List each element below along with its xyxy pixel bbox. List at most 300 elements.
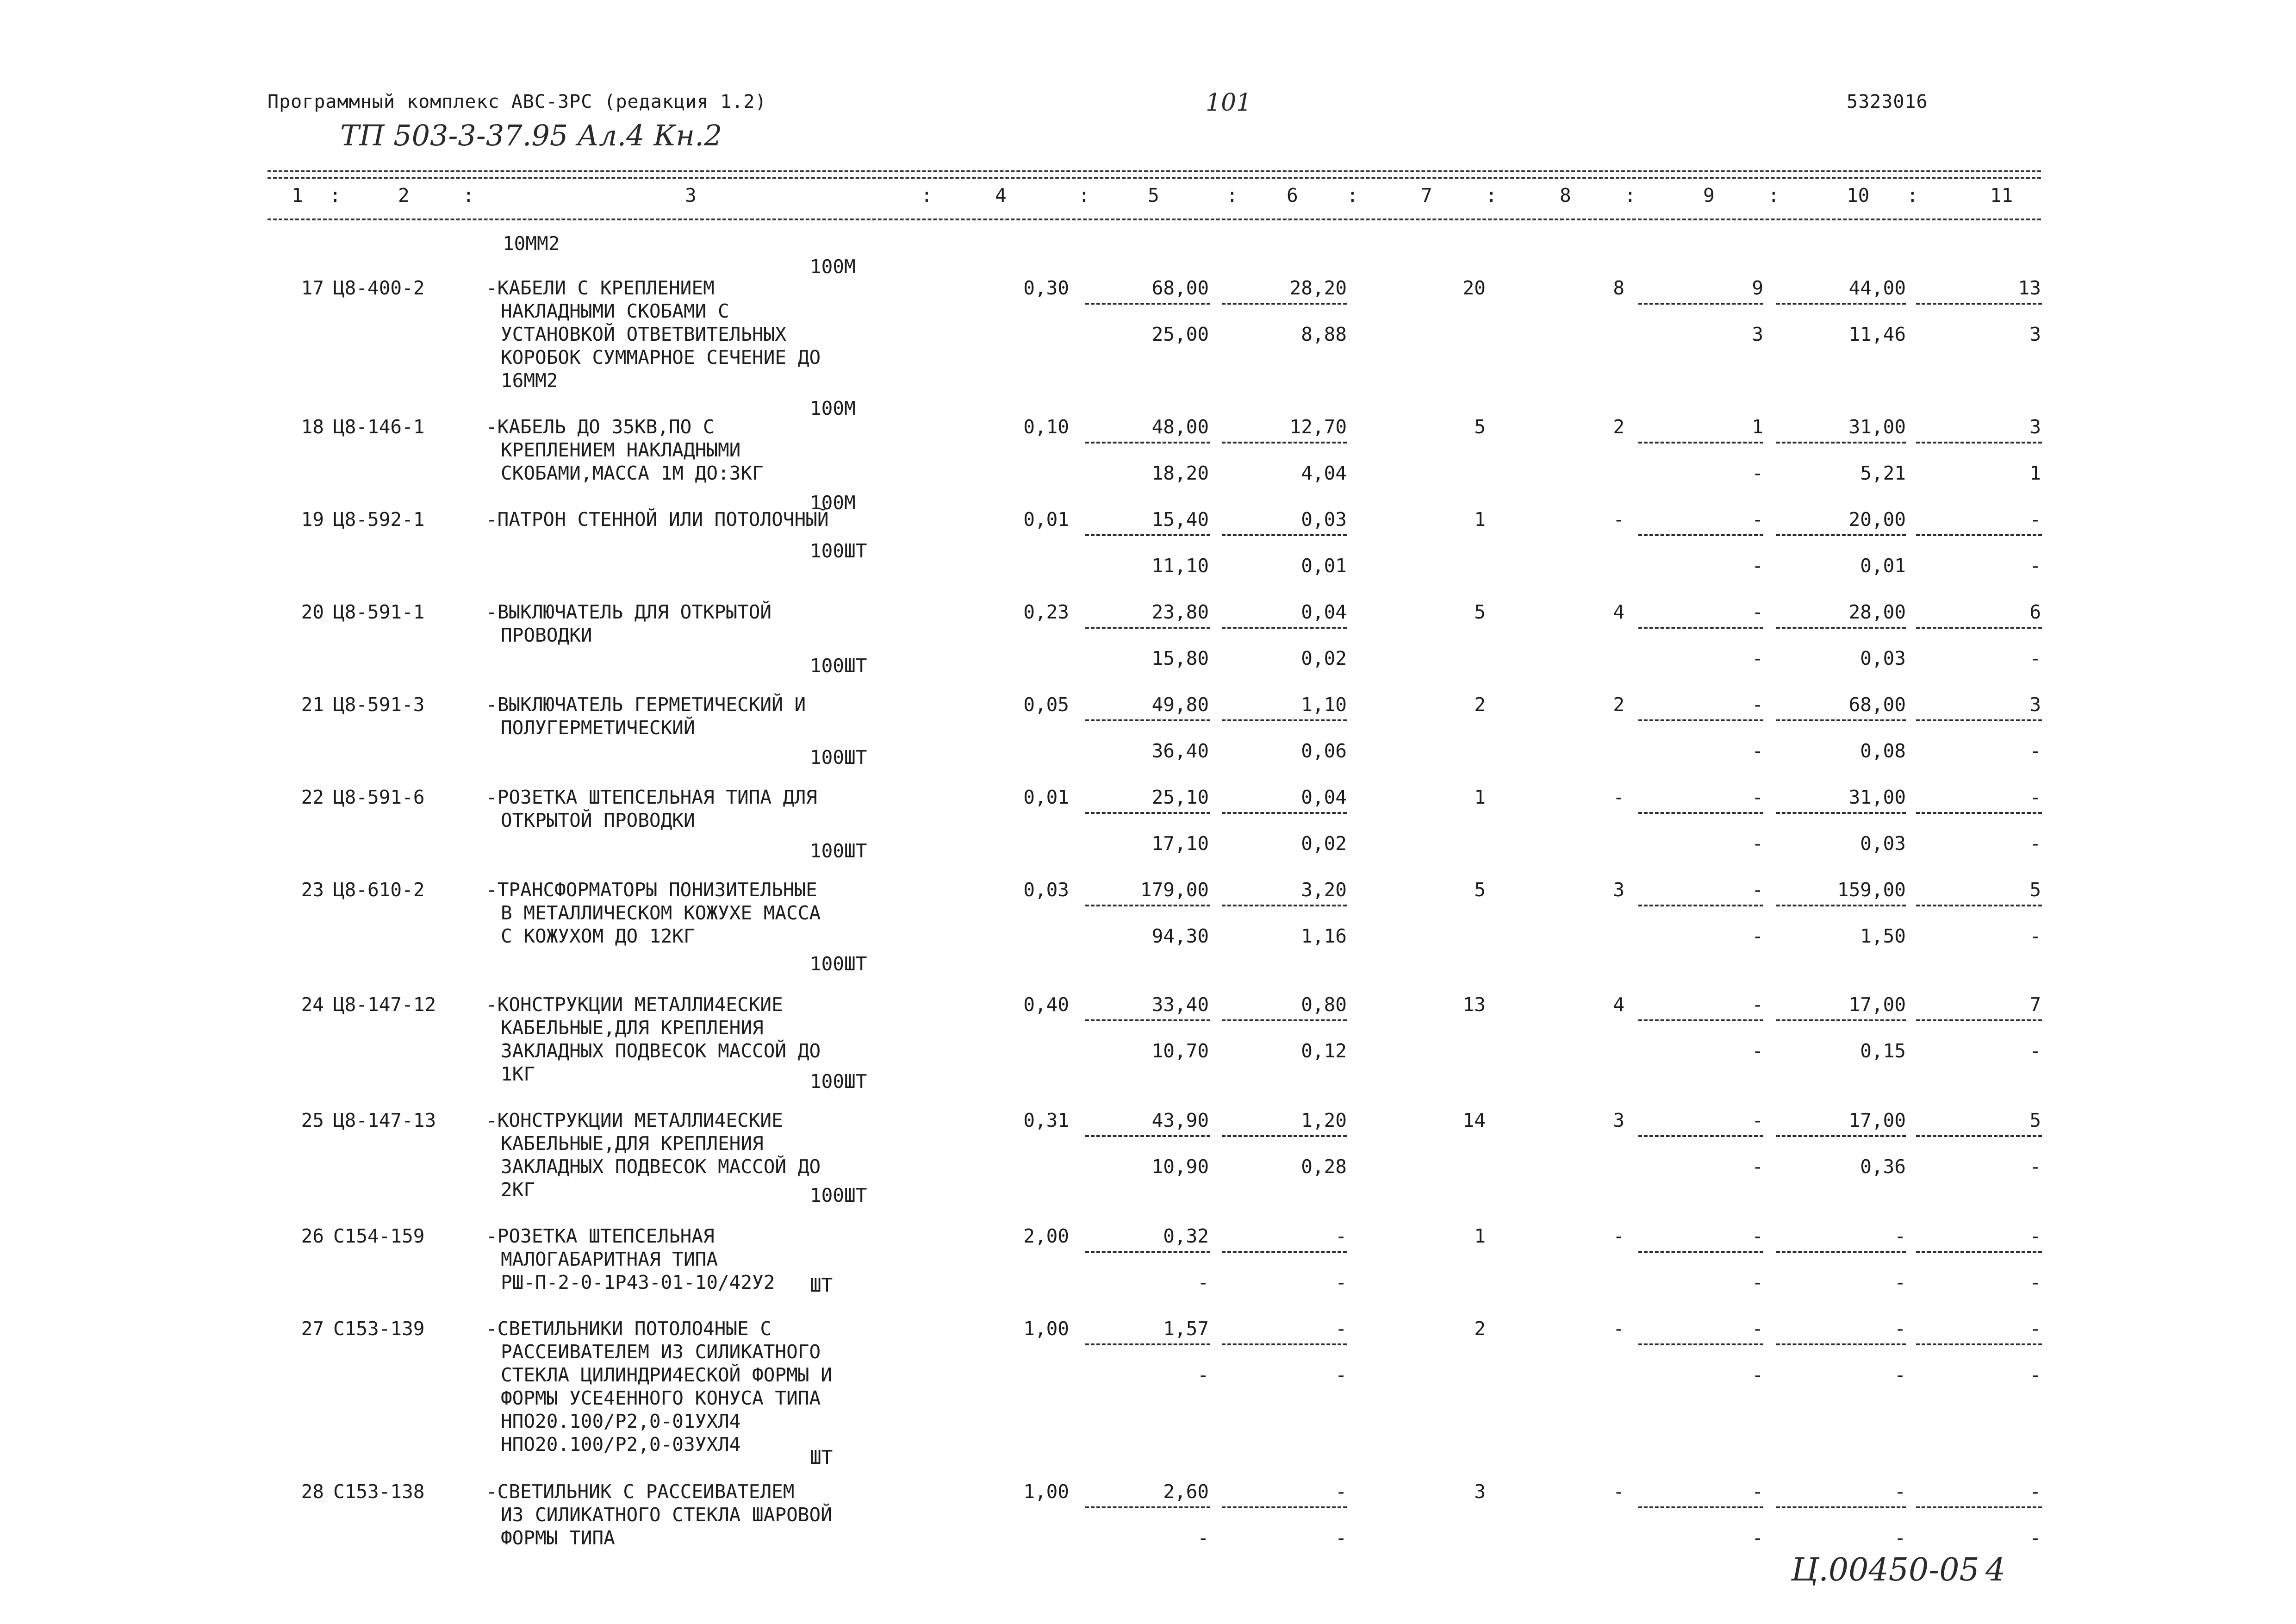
col-9-lower: - <box>1752 1040 1763 1062</box>
unit-cost: 25,10 <box>1151 786 1209 808</box>
col-11-value: 6 <box>2029 601 2041 623</box>
value-divider <box>1222 1135 1347 1137</box>
quantity: 0,30 <box>1023 277 1069 299</box>
header-rule-top-2 <box>268 177 2041 179</box>
column-separator: : <box>463 184 474 206</box>
col-10-lower: 5,21 <box>1860 462 1906 484</box>
col-7-value: 1 <box>1474 786 1486 808</box>
unit-of-measure: 100ШТ <box>810 1070 867 1093</box>
handwritten-footer-code: Ц.00450-05 <box>1791 1552 1979 1588</box>
work-description-line: -СВЕТИЛЬНИК С РАССЕИВАТЕЛЕМ <box>486 1480 795 1503</box>
value-divider <box>1776 1251 1906 1253</box>
col-8-value: 8 <box>1613 277 1624 299</box>
unit-cost: 179,00 <box>1140 879 1209 901</box>
col-9-value: - <box>1752 993 1763 1016</box>
col-7-value: 5 <box>1474 879 1486 901</box>
unit-of-measure: 100ШТ <box>810 840 867 862</box>
column-separator: : <box>921 184 933 206</box>
value-divider <box>1776 303 1906 305</box>
quantity: 0,40 <box>1023 993 1069 1016</box>
unit-machine-cost-lower: 0,02 <box>1301 832 1347 855</box>
col-10-value: - <box>1894 1225 1906 1247</box>
value-divider <box>1222 905 1347 906</box>
unit-of-measure: 100ШТ <box>810 655 867 677</box>
unit-cost: 68,00 <box>1151 277 1209 299</box>
col-8-value: 4 <box>1613 601 1624 623</box>
col-11-lower: 3 <box>2029 323 2041 345</box>
unit-cost-lower: 25,00 <box>1151 323 1209 345</box>
document-code: 5323016 <box>1847 91 1928 112</box>
carryover-unit: 100М <box>810 256 856 278</box>
col-9-value: - <box>1752 879 1763 901</box>
work-description-line: В МЕТАЛЛИЧЕСКОМ КОЖУХЕ МАССА <box>501 902 821 924</box>
col-7-value: 14 <box>1462 1109 1486 1131</box>
col-11-value: 5 <box>2029 879 2041 901</box>
quantity: 0,10 <box>1023 416 1069 438</box>
unit-machine-cost-lower: 1,16 <box>1301 925 1347 947</box>
col-9-value: - <box>1752 786 1763 808</box>
col-11-lower: - <box>2029 647 2041 669</box>
unit-machine-cost: - <box>1335 1225 1347 1247</box>
rate-code: С153-138 <box>333 1480 425 1503</box>
unit-machine-cost-lower: 0,01 <box>1301 555 1347 577</box>
unit-machine-cost-lower: 0,06 <box>1301 740 1347 762</box>
value-divider <box>1638 905 1763 906</box>
value-divider <box>1638 1506 1763 1508</box>
unit-cost-lower: 15,80 <box>1151 647 1209 669</box>
col-10-value: 31,00 <box>1848 416 1906 438</box>
work-description-line: НАКЛАДНЫМИ СКОБАМИ С <box>501 300 729 322</box>
col-11-value: - <box>2029 1225 2041 1247</box>
column-separator: : <box>330 184 341 206</box>
work-description-line: ФОРМЫ ТИПА <box>501 1527 615 1549</box>
value-divider <box>1916 1506 2042 1508</box>
work-description-line: -КАБЕЛИ С КРЕПЛЕНИЕМ <box>486 277 715 299</box>
unit-machine-cost: 0,80 <box>1301 993 1347 1016</box>
work-description-line: СТЕКЛА ЦИЛИНДРИ4ЕСКОЙ ФОРМЫ И <box>501 1364 832 1386</box>
column-separator: : <box>1347 184 1358 206</box>
unit-machine-cost: 12,70 <box>1289 416 1347 438</box>
col-10-value: 17,00 <box>1848 993 1906 1016</box>
unit-of-measure: 100ШТ <box>810 1184 867 1206</box>
col-9-lower: - <box>1752 647 1763 669</box>
column-separator: : <box>1907 184 1918 206</box>
unit-cost-lower: - <box>1197 1364 1209 1386</box>
col-10-value: 44,00 <box>1848 277 1906 299</box>
column-separator: : <box>1768 184 1780 206</box>
col-9-lower: - <box>1752 925 1763 947</box>
col-10-lower: 0,08 <box>1860 740 1906 762</box>
col-11-lower: - <box>2029 740 2041 762</box>
unit-cost: 0,32 <box>1163 1225 1209 1247</box>
col-7-value: 1 <box>1474 508 1486 531</box>
unit-machine-cost-lower: 0,02 <box>1301 647 1347 669</box>
col-8-value: - <box>1613 786 1624 808</box>
unit-cost: 43,90 <box>1151 1109 1209 1131</box>
value-divider <box>1222 1019 1347 1021</box>
value-divider <box>1085 1135 1210 1137</box>
unit-machine-cost-lower: - <box>1335 1527 1347 1549</box>
col-8-value: - <box>1613 1225 1624 1247</box>
work-description-line: 2КГ <box>501 1179 535 1201</box>
work-description-line: НПО20.100/Р2,0-01УХЛ4 <box>501 1410 741 1432</box>
value-divider <box>1085 1251 1210 1253</box>
quantity: 0,03 <box>1023 879 1069 901</box>
col-7-value: 13 <box>1462 993 1486 1016</box>
col-7-value: 2 <box>1474 693 1486 716</box>
value-divider <box>1776 1019 1906 1021</box>
col-11-value: 5 <box>2029 1109 2041 1131</box>
col-11-lower: - <box>2029 1527 2041 1549</box>
col-10-lower: - <box>1894 1364 1906 1386</box>
rate-code: Ц8-610-2 <box>333 879 425 901</box>
column-number-5: 5 <box>1148 184 1159 206</box>
col-11-value: 3 <box>2029 416 2041 438</box>
unit-machine-cost: 0,04 <box>1301 601 1347 623</box>
col-8-value: 4 <box>1613 993 1624 1016</box>
rate-code: Ц8-147-13 <box>333 1109 436 1131</box>
quantity: 2,00 <box>1023 1225 1069 1247</box>
rate-code: Ц8-592-1 <box>333 508 425 531</box>
col-8-value: - <box>1613 1318 1624 1340</box>
value-divider <box>1916 534 2042 536</box>
handwritten-reference: ТП 503-3-37.95 Ал.4 Кн.2 <box>340 119 722 152</box>
col-9-value: 9 <box>1752 277 1763 299</box>
unit-machine-cost-lower: 0,28 <box>1301 1156 1347 1178</box>
column-separator: : <box>1078 184 1090 206</box>
col-11-value: - <box>2029 1318 2041 1340</box>
column-number-10: 10 <box>1847 184 1870 206</box>
unit-cost: 33,40 <box>1151 993 1209 1016</box>
header-rule-top <box>268 170 2041 172</box>
work-description-line: 1КГ <box>501 1063 535 1085</box>
value-divider <box>1222 1251 1347 1253</box>
value-divider <box>1638 534 1763 536</box>
unit-cost-lower: 18,20 <box>1151 462 1209 484</box>
value-divider <box>1776 534 1906 536</box>
col-11-lower: - <box>2029 1364 2041 1386</box>
value-divider <box>1638 719 1763 721</box>
unit-machine-cost-lower: - <box>1335 1271 1347 1293</box>
column-number-1: 1 <box>292 184 303 206</box>
value-divider <box>1085 1019 1210 1021</box>
col-10-lower: - <box>1894 1271 1906 1293</box>
quantity: 0,23 <box>1023 601 1069 623</box>
col-9-lower: - <box>1752 555 1763 577</box>
carryover-line: 10ММ2 <box>503 232 560 255</box>
work-description-line: КАБЕЛЬНЫЕ,ДЛЯ КРЕПЛЕНИЯ <box>501 1132 764 1155</box>
row-number: 21 <box>301 693 324 716</box>
unit-cost-lower: - <box>1197 1271 1209 1293</box>
col-8-value: - <box>1613 1480 1624 1503</box>
unit-machine-cost: - <box>1335 1318 1347 1340</box>
col-8-value: 2 <box>1613 693 1624 716</box>
unit-cost: 15,40 <box>1151 508 1209 531</box>
value-divider <box>1776 1343 1906 1345</box>
col-9-lower: - <box>1752 462 1763 484</box>
work-description-line: НПО20.100/Р2,0-03УХЛ4 <box>501 1433 741 1455</box>
unit-machine-cost: 28,20 <box>1289 277 1347 299</box>
value-divider <box>1638 1019 1763 1021</box>
work-description-line: С КОЖУХОМ ДО 12КГ <box>501 925 695 947</box>
work-description-line: -КОНСТРУКЦИИ МЕТАЛЛИ4ЕСКИЕ <box>486 1109 783 1131</box>
value-divider <box>1776 905 1906 906</box>
work-description-line: ЗАКЛАДНЫХ ПОДВЕСОК МАССОЙ ДО <box>501 1156 821 1178</box>
unit-cost: 23,80 <box>1151 601 1209 623</box>
work-description-line: МАЛОГАБАРИТНАЯ ТИПА <box>501 1248 718 1270</box>
col-11-value: 7 <box>2029 993 2041 1016</box>
column-number-8: 8 <box>1560 184 1571 206</box>
value-divider <box>1085 1343 1210 1345</box>
col-10-lower: 11,46 <box>1848 323 1906 345</box>
value-divider <box>1916 812 2042 814</box>
work-description-line: -РОЗЕТКА ШТЕПСЕЛЬНАЯ <box>486 1225 715 1247</box>
value-divider <box>1085 905 1210 906</box>
rate-code: Ц8-400-2 <box>333 277 425 299</box>
value-divider <box>1776 812 1906 814</box>
col-9-lower: 3 <box>1752 323 1763 345</box>
col-11-lower: - <box>2029 1271 2041 1293</box>
unit-cost-lower: 10,70 <box>1151 1040 1209 1062</box>
work-description-line: -ВЫКЛЮЧАТЕЛЬ ГЕРМЕТИЧЕСКИЙ И <box>486 693 806 716</box>
col-9-value: - <box>1752 1480 1763 1503</box>
col-7-value: 1 <box>1474 1225 1486 1247</box>
value-divider <box>1776 442 1906 443</box>
work-description-line: ПРОВОДКИ <box>501 624 592 646</box>
work-description-line: КАБЕЛЬНЫЕ,ДЛЯ КРЕПЛЕНИЯ <box>501 1017 764 1039</box>
col-11-value: - <box>2029 1480 2041 1503</box>
col-10-value: 28,00 <box>1848 601 1906 623</box>
unit-of-measure: 100ШТ <box>810 540 867 562</box>
column-number-2: 2 <box>398 184 410 206</box>
col-8-value: - <box>1613 508 1624 531</box>
row-number: 22 <box>301 786 324 808</box>
work-description-line: КРЕПЛЕНИЕМ НАКЛАДНЫМИ <box>501 439 741 461</box>
unit-cost: 48,00 <box>1151 416 1209 438</box>
unit-of-measure: ШТ <box>810 1274 833 1296</box>
col-9-value: - <box>1752 1225 1763 1247</box>
value-divider <box>1916 627 2042 629</box>
work-description-line: РАССЕИВАТЕЛЕМ ИЗ СИЛИКАТНОГО <box>501 1341 821 1363</box>
unit-cost-lower: 17,10 <box>1151 832 1209 855</box>
col-10-value: 159,00 <box>1837 879 1906 901</box>
quantity: 0,01 <box>1023 508 1069 531</box>
col-11-lower: 1 <box>2029 462 2041 484</box>
value-divider <box>1222 719 1347 721</box>
value-divider <box>1085 719 1210 721</box>
col-8-value: 3 <box>1613 879 1624 901</box>
col-11-value: - <box>2029 786 2041 808</box>
column-number-9: 9 <box>1703 184 1715 206</box>
column-number-6: 6 <box>1287 184 1298 206</box>
unit-cost-lower: 36,40 <box>1151 740 1209 762</box>
col-10-lower: 0,36 <box>1860 1156 1906 1178</box>
rate-code: Ц8-147-12 <box>333 993 436 1016</box>
col-11-value: - <box>2029 508 2041 531</box>
value-divider <box>1916 1019 2042 1021</box>
value-divider <box>1776 1135 1906 1137</box>
col-7-value: 2 <box>1474 1318 1486 1340</box>
work-description-line: СКОБАМИ,МАССА 1М ДО:3КГ <box>501 462 764 484</box>
column-number-7: 7 <box>1421 184 1432 206</box>
col-9-value: - <box>1752 601 1763 623</box>
unit-cost: 49,80 <box>1151 693 1209 716</box>
page-number: 101 <box>1206 89 1252 117</box>
value-divider <box>1638 627 1763 629</box>
column-separator: : <box>1226 184 1238 206</box>
rate-code: Ц8-591-6 <box>333 786 425 808</box>
value-divider <box>1638 1135 1763 1137</box>
column-separator: : <box>1486 184 1497 206</box>
unit-cost-lower: - <box>1197 1527 1209 1549</box>
work-description-line: ПОЛУГЕРМЕТИЧЕСКИЙ <box>501 717 695 739</box>
work-description-line: КОРОБОК СУММАРНОЕ СЕЧЕНИЕ ДО <box>501 346 821 369</box>
quantity: 0,01 <box>1023 786 1069 808</box>
unit-machine-cost: 3,20 <box>1301 879 1347 901</box>
col-8-value: 2 <box>1613 416 1624 438</box>
column-number-11: 11 <box>1990 184 2013 206</box>
col-11-value: 3 <box>2029 693 2041 716</box>
work-description-line: ИЗ СИЛИКАТНОГО СТЕКЛА ШАРОВОЙ <box>501 1504 832 1526</box>
value-divider <box>1638 303 1763 305</box>
value-divider <box>1916 442 2042 443</box>
value-divider <box>1222 303 1347 305</box>
col-11-value: 13 <box>2018 277 2041 299</box>
unit-cost-lower: 10,90 <box>1151 1156 1209 1178</box>
unit-machine-cost: - <box>1335 1480 1347 1503</box>
row-number: 25 <box>301 1109 324 1131</box>
value-divider <box>1638 1251 1763 1253</box>
col-9-lower: - <box>1752 1156 1763 1178</box>
work-description-line: -РОЗЕТКА ШТЕПСЕЛЬНАЯ ТИПА ДЛЯ <box>486 786 817 808</box>
quantity: 0,05 <box>1023 693 1069 716</box>
row-number: 20 <box>301 601 324 623</box>
col-10-lower: 1,50 <box>1860 925 1906 947</box>
col-9-lower: - <box>1752 1271 1763 1293</box>
col-11-lower: - <box>2029 832 2041 855</box>
col-11-lower: - <box>2029 1040 2041 1062</box>
col-9-value: - <box>1752 508 1763 531</box>
col-9-lower: - <box>1752 1527 1763 1549</box>
value-divider <box>1222 1506 1347 1508</box>
col-10-value: 68,00 <box>1848 693 1906 716</box>
work-description-line: ЗАКЛАДНЫХ ПОДВЕСОК МАССОЙ ДО <box>501 1040 821 1062</box>
col-10-value: 20,00 <box>1848 508 1906 531</box>
col-9-value: - <box>1752 1318 1763 1340</box>
unit-cost: 2,60 <box>1163 1480 1209 1503</box>
quantity: 1,00 <box>1023 1318 1069 1340</box>
unit-machine-cost-lower: 4,04 <box>1301 462 1347 484</box>
col-9-lower: - <box>1752 832 1763 855</box>
value-divider <box>1085 442 1210 443</box>
value-divider <box>1638 442 1763 443</box>
row-number: 17 <box>301 277 324 299</box>
col-11-lower: - <box>2029 1156 2041 1178</box>
col-9-lower: - <box>1752 1364 1763 1386</box>
rate-code: С154-159 <box>333 1225 425 1247</box>
rate-code: С153-139 <box>333 1318 425 1340</box>
value-divider <box>1776 719 1906 721</box>
col-7-value: 5 <box>1474 416 1486 438</box>
column-number-4: 4 <box>995 184 1007 206</box>
col-10-lower: - <box>1894 1527 1906 1549</box>
col-9-value: - <box>1752 693 1763 716</box>
col-10-lower: 0,01 <box>1860 555 1906 577</box>
value-divider <box>1638 812 1763 814</box>
row-number: 18 <box>301 416 324 438</box>
value-divider <box>1916 303 2042 305</box>
unit-machine-cost: 0,03 <box>1301 508 1347 531</box>
value-divider <box>1222 442 1347 443</box>
unit-machine-cost: 1,20 <box>1301 1109 1347 1131</box>
unit-machine-cost-lower: 0,12 <box>1301 1040 1347 1062</box>
col-9-value: - <box>1752 1109 1763 1131</box>
value-divider <box>1916 1135 2042 1137</box>
value-divider <box>1222 812 1347 814</box>
work-description-line: РШ-П-2-0-1Р43-01-10/42У2 <box>501 1271 775 1293</box>
col-10-value: - <box>1894 1480 1906 1503</box>
col-11-lower: - <box>2029 555 2041 577</box>
value-divider <box>1222 627 1347 629</box>
value-divider <box>1222 534 1347 536</box>
col-8-value: 3 <box>1613 1109 1624 1131</box>
row-number: 23 <box>301 879 324 901</box>
header-rule-bottom <box>268 219 2041 220</box>
value-divider <box>1638 1343 1763 1345</box>
row-number: 27 <box>301 1318 324 1340</box>
unit-of-measure: 100М <box>810 492 856 514</box>
work-description-line: -КАБЕЛЬ ДО 35КВ,ПО С <box>486 416 715 438</box>
work-description-line: ОТКРЫТОЙ ПРОВОДКИ <box>501 809 695 831</box>
unit-cost-lower: 94,30 <box>1151 925 1209 947</box>
rate-code: Ц8-146-1 <box>333 416 425 438</box>
unit-of-measure: 100ШТ <box>810 953 867 975</box>
row-number: 28 <box>301 1480 324 1503</box>
work-description-line: УСТАНОВКОЙ ОТВЕТВИТЕЛЬНЫХ <box>501 323 787 345</box>
unit-cost-lower: 11,10 <box>1151 555 1209 577</box>
value-divider <box>1222 1343 1347 1345</box>
work-description-line: -ВЫКЛЮЧАТЕЛЬ ДЛЯ ОТКРЫТОЙ <box>486 601 772 623</box>
handwritten-footer-number: 4 <box>1985 1552 2006 1588</box>
unit-cost: 1,57 <box>1163 1318 1209 1340</box>
col-9-lower: - <box>1752 740 1763 762</box>
unit-of-measure: 100М <box>810 397 856 419</box>
value-divider <box>1085 1506 1210 1508</box>
col-10-value: - <box>1894 1318 1906 1340</box>
row-number: 19 <box>301 508 324 531</box>
col-10-value: 17,00 <box>1848 1109 1906 1131</box>
unit-of-measure: 100ШТ <box>810 746 867 768</box>
column-separator: : <box>1624 184 1636 206</box>
quantity: 1,00 <box>1023 1480 1069 1503</box>
col-9-value: 1 <box>1752 416 1763 438</box>
work-description-line: ФОРМЫ УСЕ4ЕННОГО КОНУСА ТИПА <box>501 1387 821 1409</box>
value-divider <box>1916 1343 2042 1345</box>
col-11-lower: - <box>2029 925 2041 947</box>
program-title: Программный комплекс АВС-3РС (редакция 1.2) <box>268 91 767 112</box>
value-divider <box>1085 534 1210 536</box>
value-divider <box>1776 627 1906 629</box>
work-description-line: -СВЕТИЛЬНИКИ ПОТОЛО4НЫЕ С <box>486 1318 772 1340</box>
value-divider <box>1916 905 2042 906</box>
unit-machine-cost: 1,10 <box>1301 693 1347 716</box>
work-description-line: 16ММ2 <box>501 369 558 392</box>
col-7-value: 20 <box>1462 277 1486 299</box>
unit-of-measure: ШТ <box>810 1446 833 1468</box>
row-number: 26 <box>301 1225 324 1247</box>
col-7-value: 3 <box>1474 1480 1486 1503</box>
col-10-value: 31,00 <box>1848 786 1906 808</box>
